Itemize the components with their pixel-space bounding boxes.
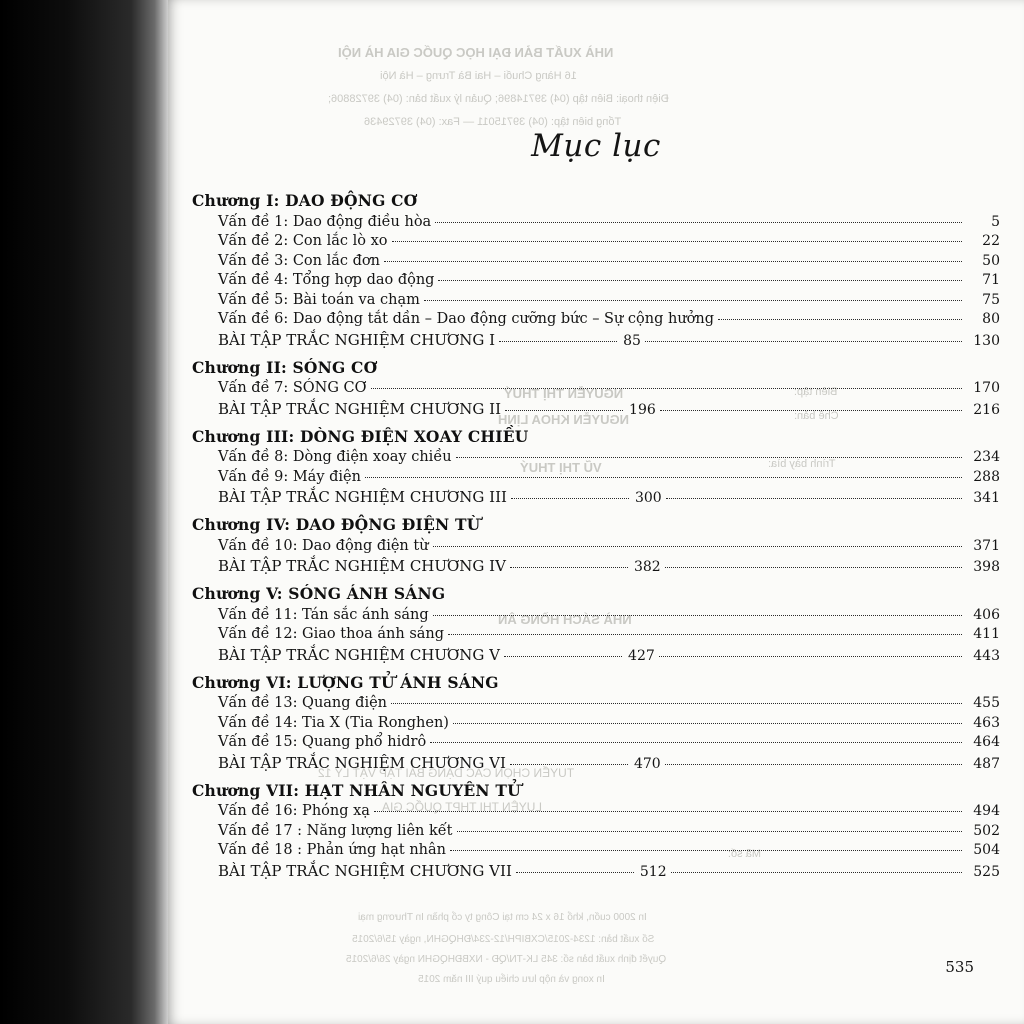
showthrough-text: 16 Hàng Chuối – Hai Bà Trưng – Hà Nội — [380, 70, 577, 82]
toc-leader-dots — [450, 839, 962, 851]
toc-leader-dots — [365, 466, 962, 478]
toc-entry-label: Vấn đề 5: Bài toán va chạm — [218, 291, 420, 308]
toc-leader-dots — [516, 861, 634, 873]
toc-entry-page: 50 — [982, 252, 1000, 269]
toc-entry-label: Vấn đề 2: Con lắc lò xo — [218, 233, 388, 249]
showthrough-text: In xong và nộp lưu chiểu quý III năm 2015 — [418, 974, 605, 985]
toc-leader-dots — [504, 645, 622, 657]
toc-leader-dots — [430, 731, 962, 743]
toc-leader-dots — [505, 399, 623, 411]
toc-entry[interactable] — [218, 488, 1000, 506]
toc-entry[interactable] — [218, 538, 1000, 554]
toc-entry-label: BÀI TẬP TRẮC NGHIỆM CHƯƠNG VII — [218, 861, 512, 880]
toc-entry-label: Vấn đề 6: Dao động tắt dần – Dao động cưỡng bức – Sự cộng hưởng — [218, 311, 715, 327]
showthrough-text: Điện thoại: Biên tập (04) 39714896; Quản lý xuất bản: (04) 39728806; — [328, 93, 669, 105]
toc-entry-label: Vấn đề 4: Tổng hợp dao động — [218, 272, 435, 288]
toc-chapter-title[interactable]: Chương IV: DAO ĐỘNG ĐIỆN TỪ — [192, 515, 481, 534]
toc-entry-page: 443 — [973, 647, 1000, 664]
toc-entry[interactable] — [218, 823, 1000, 839]
toc-entry-page: 288 — [973, 468, 1000, 485]
showthrough-text: In 2000 cuốn, khổ 16 x 24 cm tại Công ty cổ phần In Thương mại — [358, 912, 647, 923]
toc-entry-start-page: 470 — [633, 755, 661, 772]
showthrough-text: Trình bày bìa: — [768, 458, 836, 470]
toc-leader-dots — [424, 289, 962, 301]
toc-entry-label: BÀI TẬP TRẮC NGHIỆM CHƯƠNG II — [218, 399, 502, 418]
toc-chapter-title[interactable]: Chương I: DAO ĐỘNG CƠ — [192, 191, 418, 210]
toc-entry-label: Vấn đề 3: Con lắc đơn — [218, 252, 380, 269]
toc-entry-label: BÀI TẬP TRẮC NGHIỆM CHƯƠNG IV — [218, 557, 506, 575]
toc-entry-start-page: 427 — [628, 647, 655, 664]
toc-entry-start-page: 85 — [623, 332, 641, 349]
toc-entry-label: BÀI TẬP TRẮC NGHIỆM CHƯƠNG V — [218, 645, 501, 664]
page-title: Mục lục — [531, 128, 661, 164]
table-of-contents — [192, 182, 1000, 883]
toc-leader-dots — [453, 712, 962, 724]
toc-entry-start-page: 512 — [639, 863, 667, 880]
toc-entry[interactable] — [218, 715, 1000, 731]
toc-entry[interactable] — [218, 557, 1000, 575]
toc-entry-label: Vấn đề 18 : Phản ứng hạt nhân — [218, 842, 447, 858]
toc-entry[interactable] — [218, 311, 1000, 327]
page-content — [168, 0, 1024, 1024]
toc-entry-label: Vấn đề 16: Phóng xạ — [218, 803, 370, 819]
toc-leader-dots — [433, 604, 962, 616]
toc-entry[interactable] — [218, 469, 1000, 485]
toc-entry-page: 130 — [973, 332, 1000, 349]
toc-entry[interactable] — [218, 331, 1000, 349]
toc-entry-page: 216 — [973, 401, 1000, 418]
toc-entry-start-page: 300 — [634, 490, 662, 506]
book-gutter-shadow — [0, 0, 168, 1024]
toc-chapter-title[interactable]: Chương VI: LƯỢNG TỬ ÁNH SÁNG — [192, 672, 499, 692]
toc-entry-page: 341 — [973, 490, 1000, 506]
toc-entry-label: Vấn đề 7: SÓNG CƠ — [218, 380, 367, 396]
showthrough-text: Tổng biên tập: (04) 39715011 — Fax: (04) 39729436 — [364, 116, 622, 128]
toc-leader-dots — [499, 330, 617, 342]
toc-entry-label: Vấn đề 8: Dòng điện xoay chiều — [218, 449, 452, 465]
toc-leader-dots — [665, 753, 962, 765]
toc-leader-dots — [456, 446, 962, 458]
toc-leader-dots — [438, 269, 962, 281]
toc-entry-page: 22 — [982, 233, 1000, 249]
toc-entry-label: Vấn đề 15: Quang phổ hidrô — [218, 734, 427, 750]
showthrough-text: NHÀ SÁCH HỒNG ÂN — [498, 612, 632, 627]
toc-entry-label: Vấn đề 17 : Năng lượng liên kết — [218, 822, 453, 839]
toc-chapter-title[interactable]: Chương II: SÓNG CƠ — [192, 357, 378, 377]
toc-leader-dots — [671, 861, 962, 873]
toc-chapter-title[interactable]: Chương V: SÓNG ÁNH SÁNG — [192, 584, 446, 603]
toc-entry-label: Vấn đề 12: Giao thoa ánh sáng — [218, 626, 445, 642]
toc-leader-dots — [433, 535, 962, 547]
toc-entry[interactable] — [218, 842, 1000, 858]
toc-leader-dots — [457, 820, 962, 832]
toc-chapter-title[interactable]: Chương III: DÒNG ĐIỆN XOAY CHIỀU — [192, 426, 529, 446]
toc-entry-page: 463 — [973, 714, 1000, 731]
toc-entry-page: 234 — [973, 449, 1000, 465]
showthrough-text: Quyết định xuất bản số: 345 LK-TN/QĐ - NXBĐHQGHN ngày 26/6/2015 — [346, 954, 667, 965]
toc-leader-dots — [666, 487, 962, 499]
toc-entry[interactable] — [218, 862, 1000, 880]
toc-entry-label: Vấn đề 11: Tán sắc ánh sáng — [218, 606, 429, 623]
toc-entry-page: 5 — [991, 213, 1000, 230]
toc-leader-dots — [665, 556, 962, 568]
toc-leader-dots — [510, 753, 628, 765]
toc-entry-page: 71 — [982, 272, 1000, 288]
showthrough-text: NGUYỄN KHOA LỊNH — [498, 412, 629, 427]
toc-entry-label: Vấn đề 9: Máy điện — [218, 468, 361, 485]
toc-entry-label: BÀI TẬP TRẮC NGHIỆM CHƯƠNG I — [218, 330, 496, 349]
toc-entry[interactable] — [218, 754, 1000, 772]
toc-entry-label: Vấn đề 10: Dao động điện từ — [218, 537, 429, 554]
toc-leader-dots — [371, 377, 962, 389]
toc-entry[interactable] — [218, 734, 1000, 750]
toc-leader-dots — [510, 556, 628, 568]
toc-entry-label: Vấn đề 14: Tia X (Tia Ronghen) — [218, 714, 449, 731]
toc-leader-dots — [392, 230, 962, 242]
toc-leader-dots — [659, 645, 962, 657]
toc-entry-page: 371 — [973, 537, 1000, 554]
toc-entry[interactable] — [218, 400, 1000, 418]
toc-entry[interactable] — [218, 646, 1000, 664]
toc-entry-page: 464 — [973, 734, 1000, 750]
toc-entry[interactable] — [218, 607, 1000, 623]
page-sheet — [168, 0, 1024, 1024]
toc-entry[interactable] — [218, 695, 1000, 711]
showthrough-text: TUYỂN CHỌN CÁC DẠNG BÀI TẬP VẬT LÝ 12 — [318, 766, 575, 780]
toc-entry[interactable] — [218, 272, 1000, 288]
showthrough-text: NGUYỄN THỊ THUÝ — [504, 386, 624, 401]
toc-leader-dots — [645, 330, 962, 342]
toc-leader-dots — [391, 692, 962, 704]
toc-entry[interactable] — [218, 449, 1000, 465]
toc-entry-page: 411 — [973, 626, 1000, 642]
toc-entry-start-page: 382 — [633, 559, 661, 575]
toc-leader-dots — [660, 399, 962, 411]
showthrough-text: Biên tập: — [794, 386, 838, 398]
toc-entry-page: 504 — [973, 842, 1000, 858]
toc-entry[interactable] — [218, 292, 1000, 308]
toc-entry-page: 406 — [973, 606, 1000, 623]
toc-leader-dots — [718, 308, 962, 320]
toc-entry-page: 525 — [973, 863, 1000, 880]
toc-entry-label: BÀI TẬP TRẮC NGHIỆM CHƯƠNG VI — [218, 753, 506, 772]
showthrough-text: Mã số: — [728, 848, 762, 860]
toc-entry-page: 80 — [982, 311, 1000, 327]
toc-entry-page: 75 — [982, 291, 1000, 308]
showthrough-text: LUYỆN THI THPT QUỐC GIA — [382, 800, 543, 814]
toc-entry[interactable] — [218, 214, 1000, 230]
showthrough-text: Số xuất bản: 1234-2015/CXBIPH/12-234/ĐHQGHN, ngày 15/6/2015 — [352, 934, 655, 945]
toc-entry-page: 487 — [973, 755, 1000, 772]
showthrough-text: Chế bản: — [794, 410, 839, 422]
toc-leader-dots — [435, 211, 962, 223]
toc-leader-dots — [448, 623, 962, 635]
toc-entry[interactable] — [218, 380, 1000, 396]
toc-entry-label: Vấn đề 1: Dao động điều hòa — [218, 213, 432, 230]
toc-chapter-title[interactable]: Chương VII: HẠT NHÂN NGUYÊN TỬ — [192, 780, 521, 800]
toc-entry-page: 455 — [973, 695, 1000, 711]
toc-entry-label: BÀI TẬP TRẮC NGHIỆM CHƯƠNG III — [218, 488, 507, 506]
footer-page-number: 535 — [945, 958, 974, 976]
toc-entry-page: 398 — [973, 559, 1000, 575]
toc-entry-page: 170 — [973, 380, 1000, 396]
toc-entry[interactable] — [218, 626, 1000, 642]
showthrough-text: VŨ THỊ THUÝ — [520, 460, 602, 475]
toc-leader-dots — [511, 487, 629, 499]
showthrough-text: NHÀ XUẤT BẢN ĐẠI HỌC QUỐC GIA HÀ NỘI — [338, 45, 614, 60]
toc-entry[interactable] — [218, 253, 1000, 269]
toc-entry-label: Vấn đề 13: Quang điện — [218, 695, 388, 711]
toc-entry-page: 502 — [973, 822, 1000, 839]
toc-entry-page: 494 — [973, 803, 1000, 819]
toc-leader-dots — [384, 250, 962, 262]
toc-entry[interactable] — [218, 803, 1000, 819]
toc-entry-start-page: 196 — [629, 401, 656, 418]
toc-leader-dots — [374, 800, 962, 812]
toc-entry[interactable] — [218, 233, 1000, 249]
